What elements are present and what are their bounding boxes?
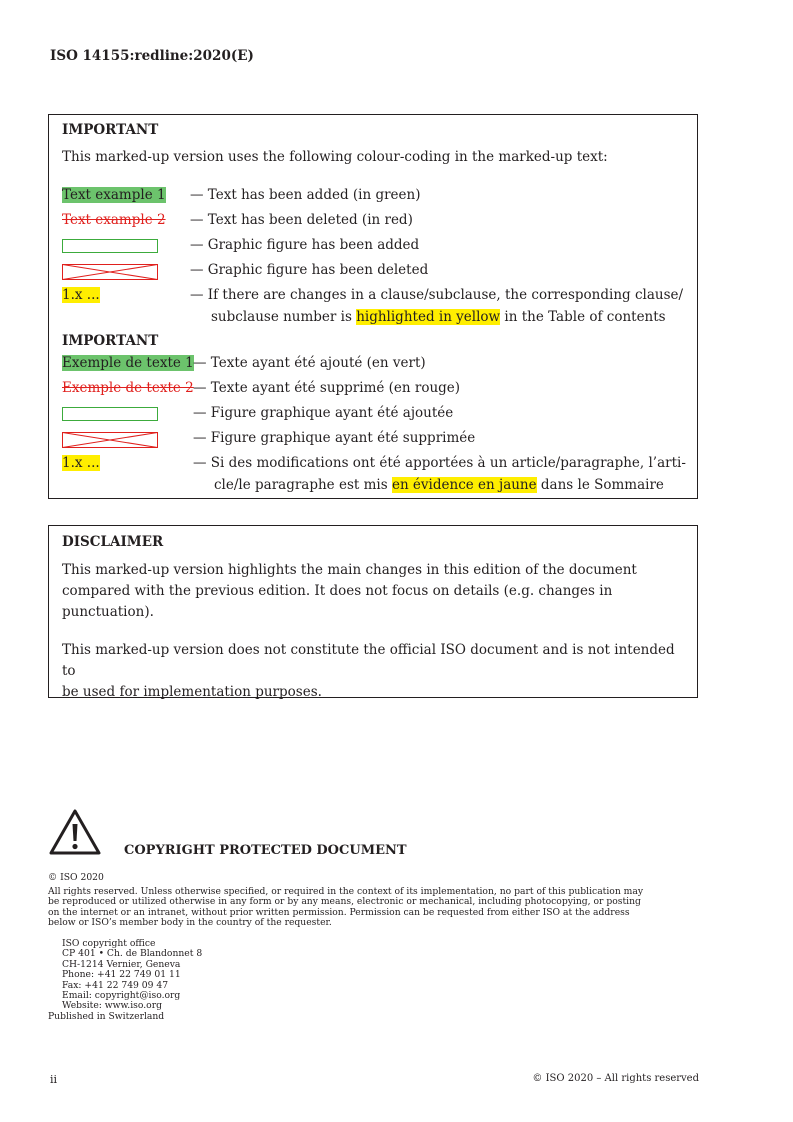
legend-row-text-deleted-fr bbox=[62, 380, 687, 400]
legend-desc: — Text has been added (in green) bbox=[190, 187, 421, 203]
page-number: ii bbox=[50, 1073, 58, 1086]
legend-row-figure-deleted-fr bbox=[62, 430, 687, 450]
sample-text-deleted: Text example 2 bbox=[62, 212, 166, 228]
disclaimer-heading: DISCLAIMER bbox=[62, 534, 164, 550]
sample-text-added: Text example 1 bbox=[62, 187, 166, 203]
legend-row-figure-added bbox=[62, 237, 687, 257]
document-reference: ISO 14155:redline:2020(E) bbox=[50, 48, 254, 64]
legend-desc: — Graphic figure has been deleted bbox=[190, 262, 429, 278]
legend-row-figure-deleted bbox=[62, 262, 687, 282]
legend-desc: — Graphic figure has been added bbox=[190, 237, 420, 253]
footer-copyright: © ISO 2020 – All rights reserved bbox=[532, 1073, 699, 1084]
legend-desc: — Si des modifications ont été apportées à un article/paragraphe, l’arti- bbox=[193, 455, 686, 471]
rights-statement: All rights reserved. Unless otherwise specified, or required in the context of its implementation, no part of this publication may be reproduced or utilized otherwise in any form or by any means, electronic or mechanical, including photocopying, or posting on the internet or an intranet, without prior written permission. Permission can be requested from either ISO at the address below or ISO’s member body in the country of the requester. bbox=[48, 886, 644, 929]
highlight-example: highlighted in yellow bbox=[356, 309, 501, 325]
figure-added-swatch bbox=[62, 239, 158, 253]
figure-deleted-swatch bbox=[62, 432, 158, 448]
important-heading-en: IMPORTANT bbox=[62, 122, 159, 138]
legend-desc: — Texte ayant été ajouté (en vert) bbox=[193, 355, 426, 371]
legend-row-figure-added-fr bbox=[62, 405, 687, 425]
published-location: Published in Switzerland bbox=[48, 1011, 165, 1022]
legend-row-clause-changed-fr bbox=[62, 455, 687, 475]
sample-clause-number-fr: 1.x ... bbox=[62, 455, 100, 471]
highlight-example-fr: en évidence en jaune bbox=[391, 477, 537, 493]
legend-desc: — Text has been deleted (in red) bbox=[190, 212, 413, 228]
disclaimer-paragraph-2: This marked-up version does not constitute the official ISO document and is not intended to be used for implementation purposes. bbox=[62, 642, 675, 700]
important-heading-fr: IMPORTANT bbox=[62, 333, 159, 349]
warning-icon bbox=[48, 808, 102, 856]
legend-desc: — Figure graphique ayant été supprimée bbox=[193, 430, 476, 446]
legend-row-clause-changed bbox=[62, 287, 687, 307]
legend-row-text-added bbox=[62, 187, 687, 207]
important-notice-box bbox=[48, 114, 698, 499]
legend-desc-continuation: subclause number is highlighted in yellow in the Table of contents bbox=[211, 309, 666, 325]
sample-clause-number: 1.x ... bbox=[62, 287, 100, 303]
sample-text-deleted-fr: Exemple de texte 2 bbox=[62, 380, 194, 396]
figure-deleted-swatch bbox=[62, 264, 158, 280]
legend-desc: — Figure graphique ayant été ajoutée bbox=[193, 405, 454, 421]
important-intro: This marked-up version uses the following colour-coding in the marked-up text: bbox=[62, 149, 608, 165]
copyright-year: © ISO 2020 bbox=[48, 872, 104, 883]
legend-row-text-added-fr bbox=[62, 355, 687, 375]
disclaimer-paragraph-1: This marked-up version highlights the main changes in this edition of the document compared with the previous edition. It does not focus on details (e.g. changes in punctuation). bbox=[62, 562, 637, 620]
figure-added-swatch bbox=[62, 407, 158, 421]
legend-desc: — If there are changes in a clause/subclause, the corresponding clause/ bbox=[190, 287, 684, 303]
legend-desc: — Texte ayant été supprimé (en rouge) bbox=[193, 380, 461, 396]
sample-text-added-fr: Exemple de texte 1 bbox=[62, 355, 194, 371]
disclaimer-box bbox=[48, 525, 698, 698]
copyright-office-address: ISO copyright office CP 401 • Ch. de Blandonnet 8 CH-1214 Vernier, Geneva Phone: +41 22 749 01 11 Fax: +41 22 749 09 47 Email: copyright@iso.org Website: www.iso.org bbox=[62, 938, 203, 1012]
copyright-title: COPYRIGHT PROTECTED DOCUMENT bbox=[124, 843, 407, 858]
legend-desc-continuation-fr: cle/le paragraphe est mis en évidence en jaune dans le Sommaire bbox=[214, 477, 664, 493]
legend-row-text-deleted bbox=[62, 212, 687, 232]
